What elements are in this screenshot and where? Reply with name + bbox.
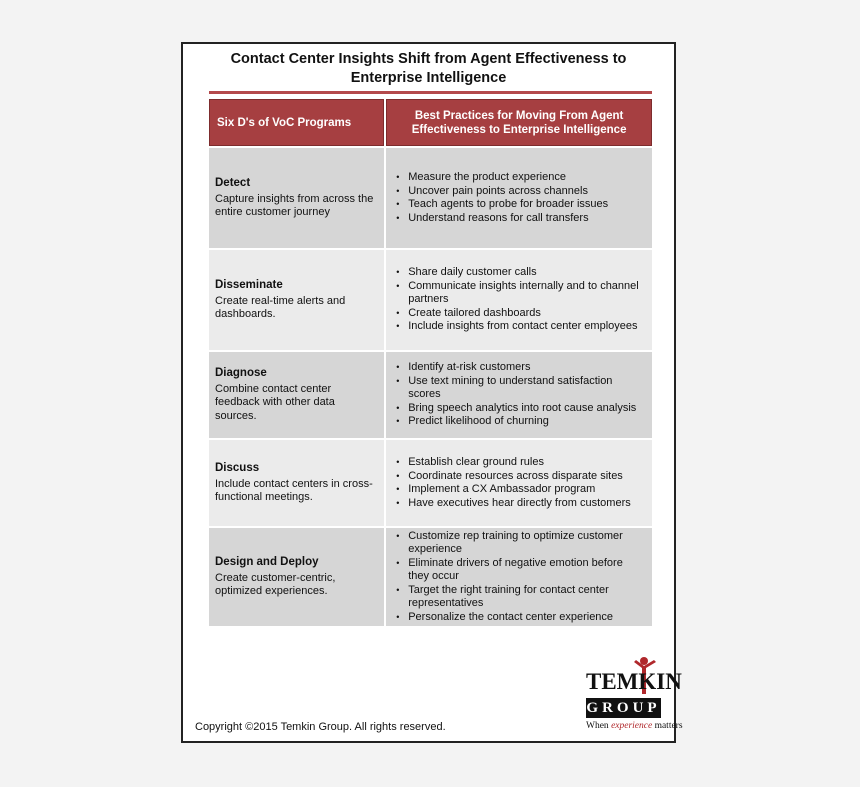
- practice-item: • Create tailored dashboards: [396, 307, 644, 321]
- table-row: [209, 148, 652, 248]
- practice-item: • Use text mining to understand satisfaction scores: [396, 375, 644, 402]
- practice-item: • Personalize the contact center experience: [396, 611, 644, 625]
- tagline-post: matters: [652, 721, 683, 731]
- page-title: [183, 50, 674, 88]
- temkin-group-logo: [586, 658, 683, 735]
- table-row: [209, 528, 652, 626]
- practice-item: • Include insights from contact center employees: [396, 320, 644, 334]
- practice-item: • Understand reasons for call transfers: [396, 212, 644, 226]
- practice-item: • Predict likelihood of churning: [396, 415, 644, 429]
- table-row: [209, 352, 652, 438]
- stage-cell: [209, 440, 384, 526]
- stage-cell: [209, 528, 384, 626]
- practice-item: • Uncover pain points across channels: [396, 185, 644, 199]
- practice-item: • Teach agents to probe for broader issues: [396, 198, 644, 212]
- table-body: [209, 148, 652, 626]
- stage-cell: [209, 352, 384, 438]
- stage-description: Create real-time alerts and dashboards.: [215, 294, 346, 320]
- practices-list: [396, 361, 644, 429]
- infographic-card: [181, 42, 683, 743]
- practice-item: • Measure the product experience: [396, 171, 644, 185]
- stage-name: Design and Deploy: [215, 555, 319, 568]
- practices-cell: [386, 440, 652, 526]
- practice-item: • Eliminate drivers of negative emotion before they occur: [396, 557, 644, 584]
- stage-cell: [209, 148, 384, 248]
- logo-tagline: [586, 721, 683, 731]
- practices-cell: [386, 250, 652, 350]
- practice-item: • Communicate insights internally and to channel partners: [396, 280, 644, 307]
- header-best-practices-line-2: Effectiveness to Enterprise Intelligence: [411, 123, 627, 136]
- stage-cell: [209, 250, 384, 350]
- practice-item: • Target the right training for contact center representatives: [396, 584, 644, 611]
- practice-item: • Implement a CX Ambassador program: [396, 483, 644, 497]
- practice-item: • Customize rep training to optimize customer experience: [396, 530, 644, 557]
- practices-cell: [386, 352, 652, 438]
- logo-word-group: GROUP: [586, 700, 661, 716]
- table-header: [209, 99, 652, 146]
- title-divider: [209, 91, 652, 94]
- title-line-2: Enterprise Intelligence: [350, 70, 507, 86]
- practices-cell: [386, 148, 652, 248]
- practices-list: [396, 266, 644, 334]
- stage-description: Include contact centers in cross-functional meetings.: [215, 477, 373, 503]
- header-best-practices: [386, 99, 652, 146]
- stage-description: Create customer-centric, optimized experiences.: [215, 571, 336, 597]
- practice-item: • Share daily customer calls: [396, 266, 644, 280]
- practices-list: [396, 530, 644, 625]
- practices-table: [209, 99, 652, 626]
- stage-name: Diagnose: [215, 366, 267, 379]
- stage-description: Capture insights from across the entire customer journey: [215, 192, 374, 218]
- table-row: [209, 440, 652, 526]
- header-six-ds: Six D's of VoC Programs: [209, 99, 384, 146]
- practice-item: • Establish clear ground rules: [396, 456, 644, 470]
- stage-name: Discuss: [215, 461, 260, 474]
- practice-item: • Bring speech analytics into root cause analysis: [396, 402, 644, 416]
- title-line-1: Contact Center Insights Shift from Agent Effectiveness to: [230, 51, 627, 67]
- header-best-practices-line-1: Best Practices for Moving From Agent: [414, 109, 624, 122]
- stage-description: Combine contact center feedback with other data sources.: [215, 382, 335, 422]
- stage-name: Disseminate: [215, 278, 283, 291]
- copyright-text: Copyright ©2015 Temkin Group. All rights reserved.: [195, 721, 446, 733]
- practice-item: • Identify at-risk customers: [396, 361, 644, 375]
- practices-list: [396, 456, 644, 510]
- practice-item: • Have executives hear directly from customers: [396, 497, 644, 511]
- logo-word-temkin: TEMKIN: [586, 669, 682, 694]
- table-row: [209, 250, 652, 350]
- practices-list: [396, 171, 644, 225]
- tagline-emphasis: experience: [611, 721, 653, 731]
- stage-name: Detect: [215, 176, 251, 189]
- tagline-pre: When: [586, 721, 612, 731]
- practices-cell: [386, 528, 652, 626]
- practice-item: • Coordinate resources across disparate sites: [396, 470, 644, 484]
